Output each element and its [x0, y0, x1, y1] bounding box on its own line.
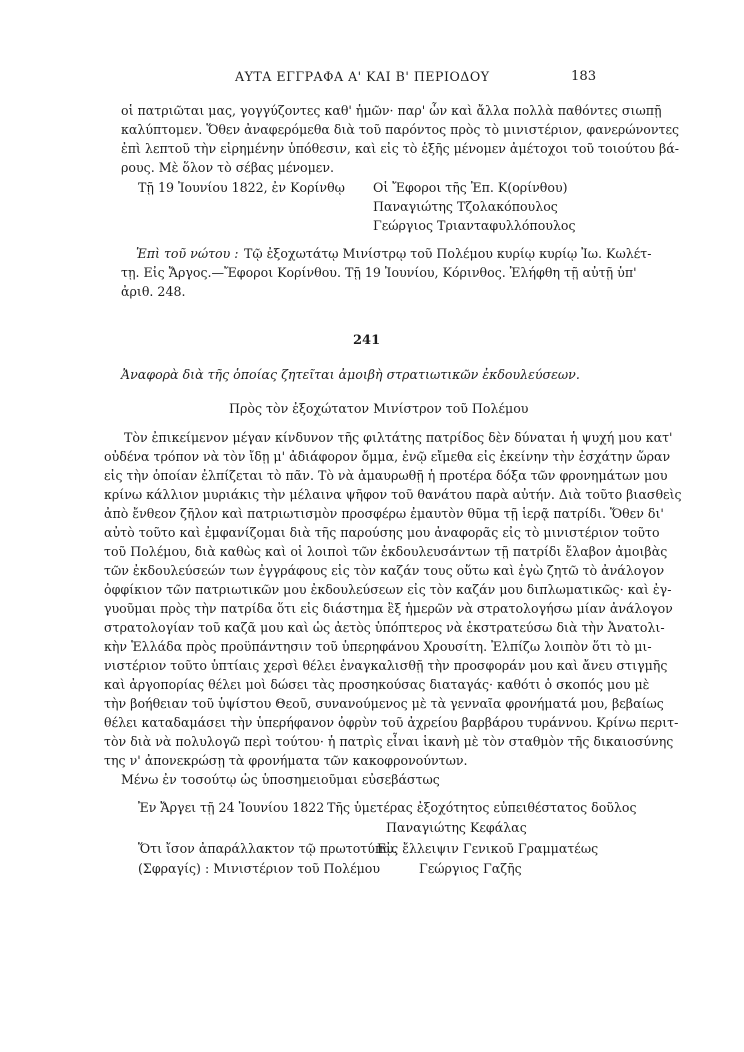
body-line: στρατολογίαν τοῦ καζᾶ μου καὶ ὡς ἀετὸς ὑπόπτερος νὰ ἐκστρατεύσω διὰ τὴν Ἀνατολι-	[104, 620, 665, 635]
closing-line: Μένω ἐν τοσούτῳ ὡς ὑποσημειοῦμαι εὐσεβάστως	[121, 772, 440, 787]
body-line: τὴν βοήθειαν τοῦ ὑψίστου Θεοῦ, συνανούμενος μὲ τὰ γενναῖα φρονήματά μου, βεβαίως	[104, 696, 664, 711]
verso-line: τῃ. Εἰς Ἄργος.—Ἔφοροι Κορίνθου. Τῇ 19 Ἰουνίου, Κόρινθος. Ἐλήφθη τῇ αὐτῇ ὑπ'	[121, 265, 637, 280]
verso-line: ἀριθ. 248.	[121, 284, 186, 299]
prev-signature-line: Γεώργιος Τριανταφυλλόπουλος	[373, 218, 576, 233]
signature-title: Τῆς ὑμετέρας ἐξοχότητος εὐπειθέστατος δοῦλος	[327, 800, 637, 815]
document-summary: Ἀναφορὰ διὰ τῆς ὁποίας ζητεῖται ἀμοιβὴ στρατιωτικῶν ἐκδουλεύσεων.	[121, 367, 580, 382]
addressee: Πρὸς τὸν ἐξοχώτατον Μινίστρον τοῦ Πολέμου	[229, 401, 529, 416]
prev-date-place: Τῇ 19 Ἰουνίου 1822, ἐν Κορίνθῳ	[138, 180, 345, 195]
prev-signature-line: Οἱ Ἔφοροι τῆς Ἐπ. Κ(ορίνθου)	[373, 180, 568, 195]
signature-name: Παναγιώτης Κεφάλας	[386, 820, 527, 835]
body-line: αὐτὸ τοῦτο καὶ ἐμφανίζομαι διὰ τῆς παρούσης μου ἀναφορᾶς εἰς τὸ μινιστέριον τοῦτο	[104, 525, 660, 540]
document-date-place: Ἐν Ἄργει τῇ 24 Ἰουνίου 1822	[138, 800, 325, 815]
body-line: θέλει καταδαμάσει τὴν ὑπερήφανον ὀφρὺν τοῦ ἀχρείου βαρβάρου τυράννου. Κρίνω περιτ-	[104, 715, 679, 730]
body-line: νιστέριον τοῦτο ὑπτίαις χερσὶ θέλει ἐναγκαλισθῇ τὴν προσφοράν μου καὶ ἄνευ στιγμῆς	[104, 658, 668, 673]
prev-body-line: ἐπὶ λεπτοῦ τὴν εἰρημένην ὑπόθεσιν, καὶ εἰς τὸ ἑξῆς μένομεν ἀμέτοχοι τοῦ τοιούτου βά-	[121, 141, 680, 156]
body-line: Τὸν ἐπικείμενον μέγαν κίνδυνον τῆς φιλτάτης πατρίδος δὲν δύναται ἡ ψυχή μου κατ'	[124, 430, 673, 445]
body-line: κρίνω κάλλιον μυριάκις τὴν μέλαινα ψῆφον τοῦ θανάτου παρὰ αὐτήν. Διὰ τοῦτο βιασθεὶς	[104, 487, 682, 502]
prev-body-line: καλύπτομεν. Ὅθεν ἀναφερόμεθα διὰ τοῦ παρόντος πρὸς τὸ μινιστέριον, φανερώνοντες	[121, 122, 680, 137]
verso-line: Τῷ ἐξοχωτάτῳ Μινίστρῳ τοῦ Πολέμου κυρίῳ κυρίῳ Ἰω. Κωλέτ-	[244, 246, 652, 261]
secretary-title: Εἰς ἔλλειψιν Γενικοῦ Γραμματέως	[377, 841, 599, 856]
running-title: ΑΥΤΑ ΕΓΓΡΑΦΑ Α' ΚΑΙ Β' ΠΕΡΙΟΔΟΥ	[235, 69, 490, 84]
verso-label: Ἐπὶ τοῦ νώτου :	[136, 246, 239, 261]
secretary-name: Γεώργιος Γαζῆς	[419, 861, 522, 876]
body-line: ὀφφίκιον τῶν πατριωτικῶν μου ἐκδουλεύσεων εἰς τὸν καζάν μου διπλωματικῶς· καὶ ἐγ-	[104, 582, 672, 597]
prev-body-line: οἱ πατριῶται μας, γογγύζοντες καθ' ἡμῶν· παρ' ὧν καὶ ἄλλα πολλὰ παθόντες σιωπῇ	[121, 103, 662, 118]
document-number: 241	[353, 333, 381, 348]
body-line: γυοῦμαι πρὸς τὴν πατρίδα ὅτι εἰς διάστημα ἓξ ἡμερῶν νὰ στρατολογήσω μίαν ἀνάλογον	[104, 601, 673, 616]
prev-body-line: ρους. Μὲ ὅλον τὸ σέβας μένομεν.	[121, 160, 334, 175]
body-line: τῶν ἐκδουλεύσεών των ἐγγράφους εἰς τὸν καζάν τους οὕτω καὶ ἐγὼ ζητῶ τὸ ἀνάλογον	[104, 563, 665, 578]
prev-signature-line: Παναγιώτης Τζολακόπουλος	[373, 199, 558, 214]
body-line: κὴν Ἑλλάδα πρὸς προϋπάντησιν τοῦ ὑπερηφάνου Χρουσίτη. Ἐλπίζω λοιπὸν ὅτι τὸ μι-	[104, 639, 652, 654]
body-line: εἰς τὴν ὁποίαν ἐλπίζεται τὸ πᾶν. Τὸ νὰ ἀμαυρωθῇ ἡ προτέρα δόξα τῶν φρονημάτων μου	[104, 468, 668, 483]
body-line: καὶ ἀργοπορίας θέλει μοὶ δώσει τὰς προσηκούσας διαταγάς· καθότι ὁ σκοπός μου μὲ	[104, 677, 650, 692]
body-line: τοῦ Πολέμου, διὰ καθὼς καὶ οἱ λοιποὶ τῶν ἐκδουλευσάντων τῇ πατρίδι ἔλαβον ἀμοιβὰς	[104, 544, 668, 559]
page-number: 183	[571, 69, 597, 84]
body-line: της ν' ἀπονεκρώσῃ τὰ φρονήματα τῶν κακοφρονούντων.	[104, 753, 468, 768]
body-line: ἀπὸ ἔνθεον ζῆλον καὶ πατριωτισμὸν προσφέρω ἐμαυτὸν θῦμα τῇ ἱερᾷ πατρίδι. Ὅθεν δι'	[104, 506, 664, 521]
body-line: τὸν διὰ νὰ πολυλογῶ περὶ τούτου· ἡ πατρὶς εἶναι ἱκανὴ μὲ τὸν σταθμὸν τῆς δικαιοσύνης	[104, 734, 674, 749]
copy-note: Ὅτι ἴσον ἀπαράλλακτον τῷ πρωτοτύπῳ.	[138, 841, 398, 856]
seal-note: (Σφραγίς) : Μινιστέριον τοῦ Πολέμου	[138, 861, 381, 876]
body-line: οὐδένα τρόπον νὰ τὸν ἴδῃ μ' ἀδιάφορον ὄμμα, ἐνῷ εἴμεθα εἰς ἐκείνην τὴν ἐσχάτην ὥραν	[104, 449, 671, 464]
